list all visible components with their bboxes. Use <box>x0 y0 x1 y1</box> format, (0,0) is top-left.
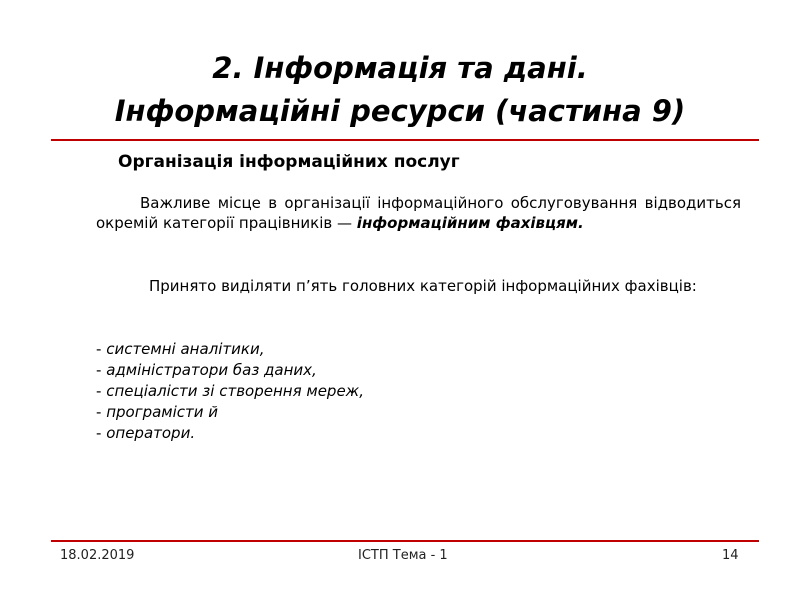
list-item <box>96 360 364 381</box>
list-item-text: спеціалісти зі створення мереж, <box>106 382 364 400</box>
list-item <box>96 381 364 402</box>
paragraph-1-emphasis: інформаційним фахівцям. <box>356 214 584 232</box>
list-dash: - <box>96 382 102 400</box>
list-dash: - <box>96 403 102 421</box>
paragraph-1-text: Важливе місце в організації інформаційного обслуговування відводиться окремій категорії працівників — <box>96 194 741 232</box>
list-dash: - <box>96 361 102 379</box>
slide-subtitle: Організація інформаційних послуг <box>118 152 460 172</box>
list-item-text: системні аналітики, <box>106 340 265 358</box>
paragraph-1 <box>96 193 741 233</box>
footer-page-number: 14 <box>722 548 739 563</box>
list-dash: - <box>96 424 102 442</box>
list-item <box>96 402 364 423</box>
footer-date: 18.02.2019 <box>60 548 135 563</box>
list-item-text: адміністратори баз даних, <box>106 361 317 379</box>
paragraph-2: Принято виділяти п’ять головних категорій інформаційних фахівців: <box>149 277 697 295</box>
list-item-text: оператори. <box>106 424 196 442</box>
footer-divider <box>51 540 759 542</box>
list-dash: - <box>96 340 102 358</box>
footer-course-label: ІСТП Тема - 1 <box>358 548 448 563</box>
list-item <box>96 339 364 360</box>
title-divider <box>51 139 759 141</box>
specialist-categories-list <box>96 339 364 444</box>
list-item-text: програмісти й <box>106 403 219 421</box>
list-item <box>96 423 364 444</box>
slide-title-line-1: 2. Інформація та дані. <box>212 51 588 85</box>
slide-title-line-2: Інформаційні ресурси (частина 9) <box>114 94 686 128</box>
